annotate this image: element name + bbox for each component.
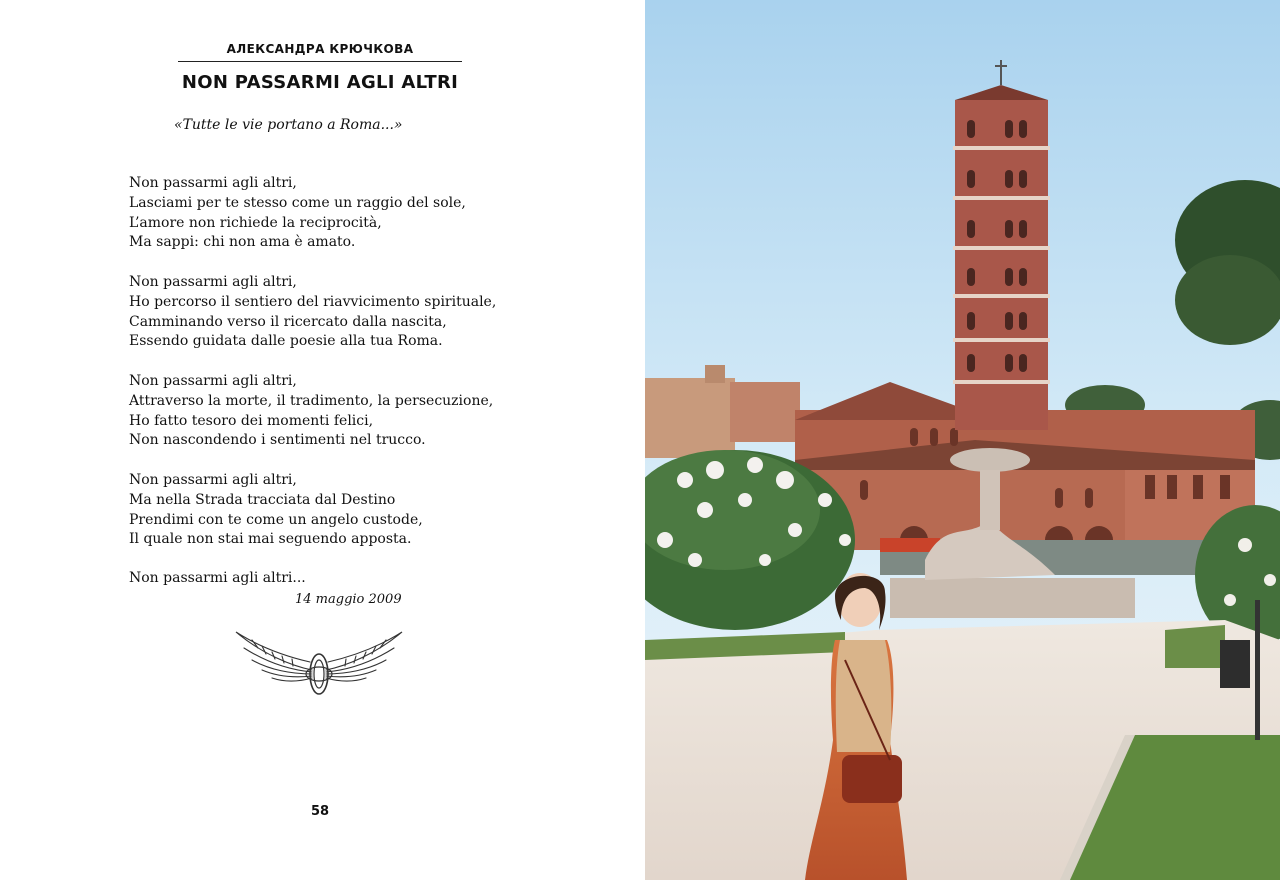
poem-line: Ho percorso il sentiero del riavvicimento spirituale, [129, 293, 497, 310]
stanza-3 [129, 372, 496, 451]
header-divider [178, 61, 462, 62]
poem-line: L’amore non richiede la reciprocità, [129, 214, 382, 231]
poem-line: Non nascondendo i sentimenti nel trucco. [129, 432, 426, 449]
poem-date: 14 maggio 2009 [295, 592, 402, 607]
winged-ring-icon [232, 626, 406, 702]
author-name: АЛЕКСАНДРА КРЮЧКОВА [226, 42, 414, 56]
poem-line: Non passarmi agli altri, [129, 175, 297, 191]
poem-line: Il quale non stai mai seguendo apposta. [129, 531, 412, 548]
poem-line: Ho fatto tesoro dei momenti felici, [129, 412, 374, 429]
stanza-1 [129, 174, 496, 253]
photograph-bell-tower-icon [645, 0, 1280, 880]
stanza-4 [129, 471, 496, 550]
poem-line: Non passarmi agli altri, [129, 471, 297, 488]
poem-line: Lasciami per te stesso come un raggio del sole, [129, 194, 466, 211]
page-number: 58 [310, 804, 330, 819]
stanza-2 [129, 273, 496, 352]
poem-line: Camminando verso il ricercato dalla nascita, [129, 313, 447, 330]
poem-line: Non passarmi agli altri, [129, 273, 297, 290]
poem-line: Essendo guidata dalle poesie alla tua Roma. [129, 333, 443, 350]
poem-body [129, 174, 496, 570]
poem-title: NON PASSARMI AGLI ALTRI [181, 72, 459, 93]
poem-line: Ma nella Strada tracciata dal Destino [129, 491, 396, 508]
poem-line: Prendimi con te come un angelo custode, [129, 511, 423, 528]
poem-line: Ma sappi: chi non ama è amato. [129, 234, 356, 251]
closing-line: Non passarmi agli altri... [129, 570, 306, 586]
epigraph: «Tutte le vie portano a Roma...» [174, 117, 403, 133]
poem-line: Non passarmi agli altri, [129, 372, 297, 389]
poem-line: Attraverso la morte, il tradimento, la persecuzione, [129, 392, 494, 409]
